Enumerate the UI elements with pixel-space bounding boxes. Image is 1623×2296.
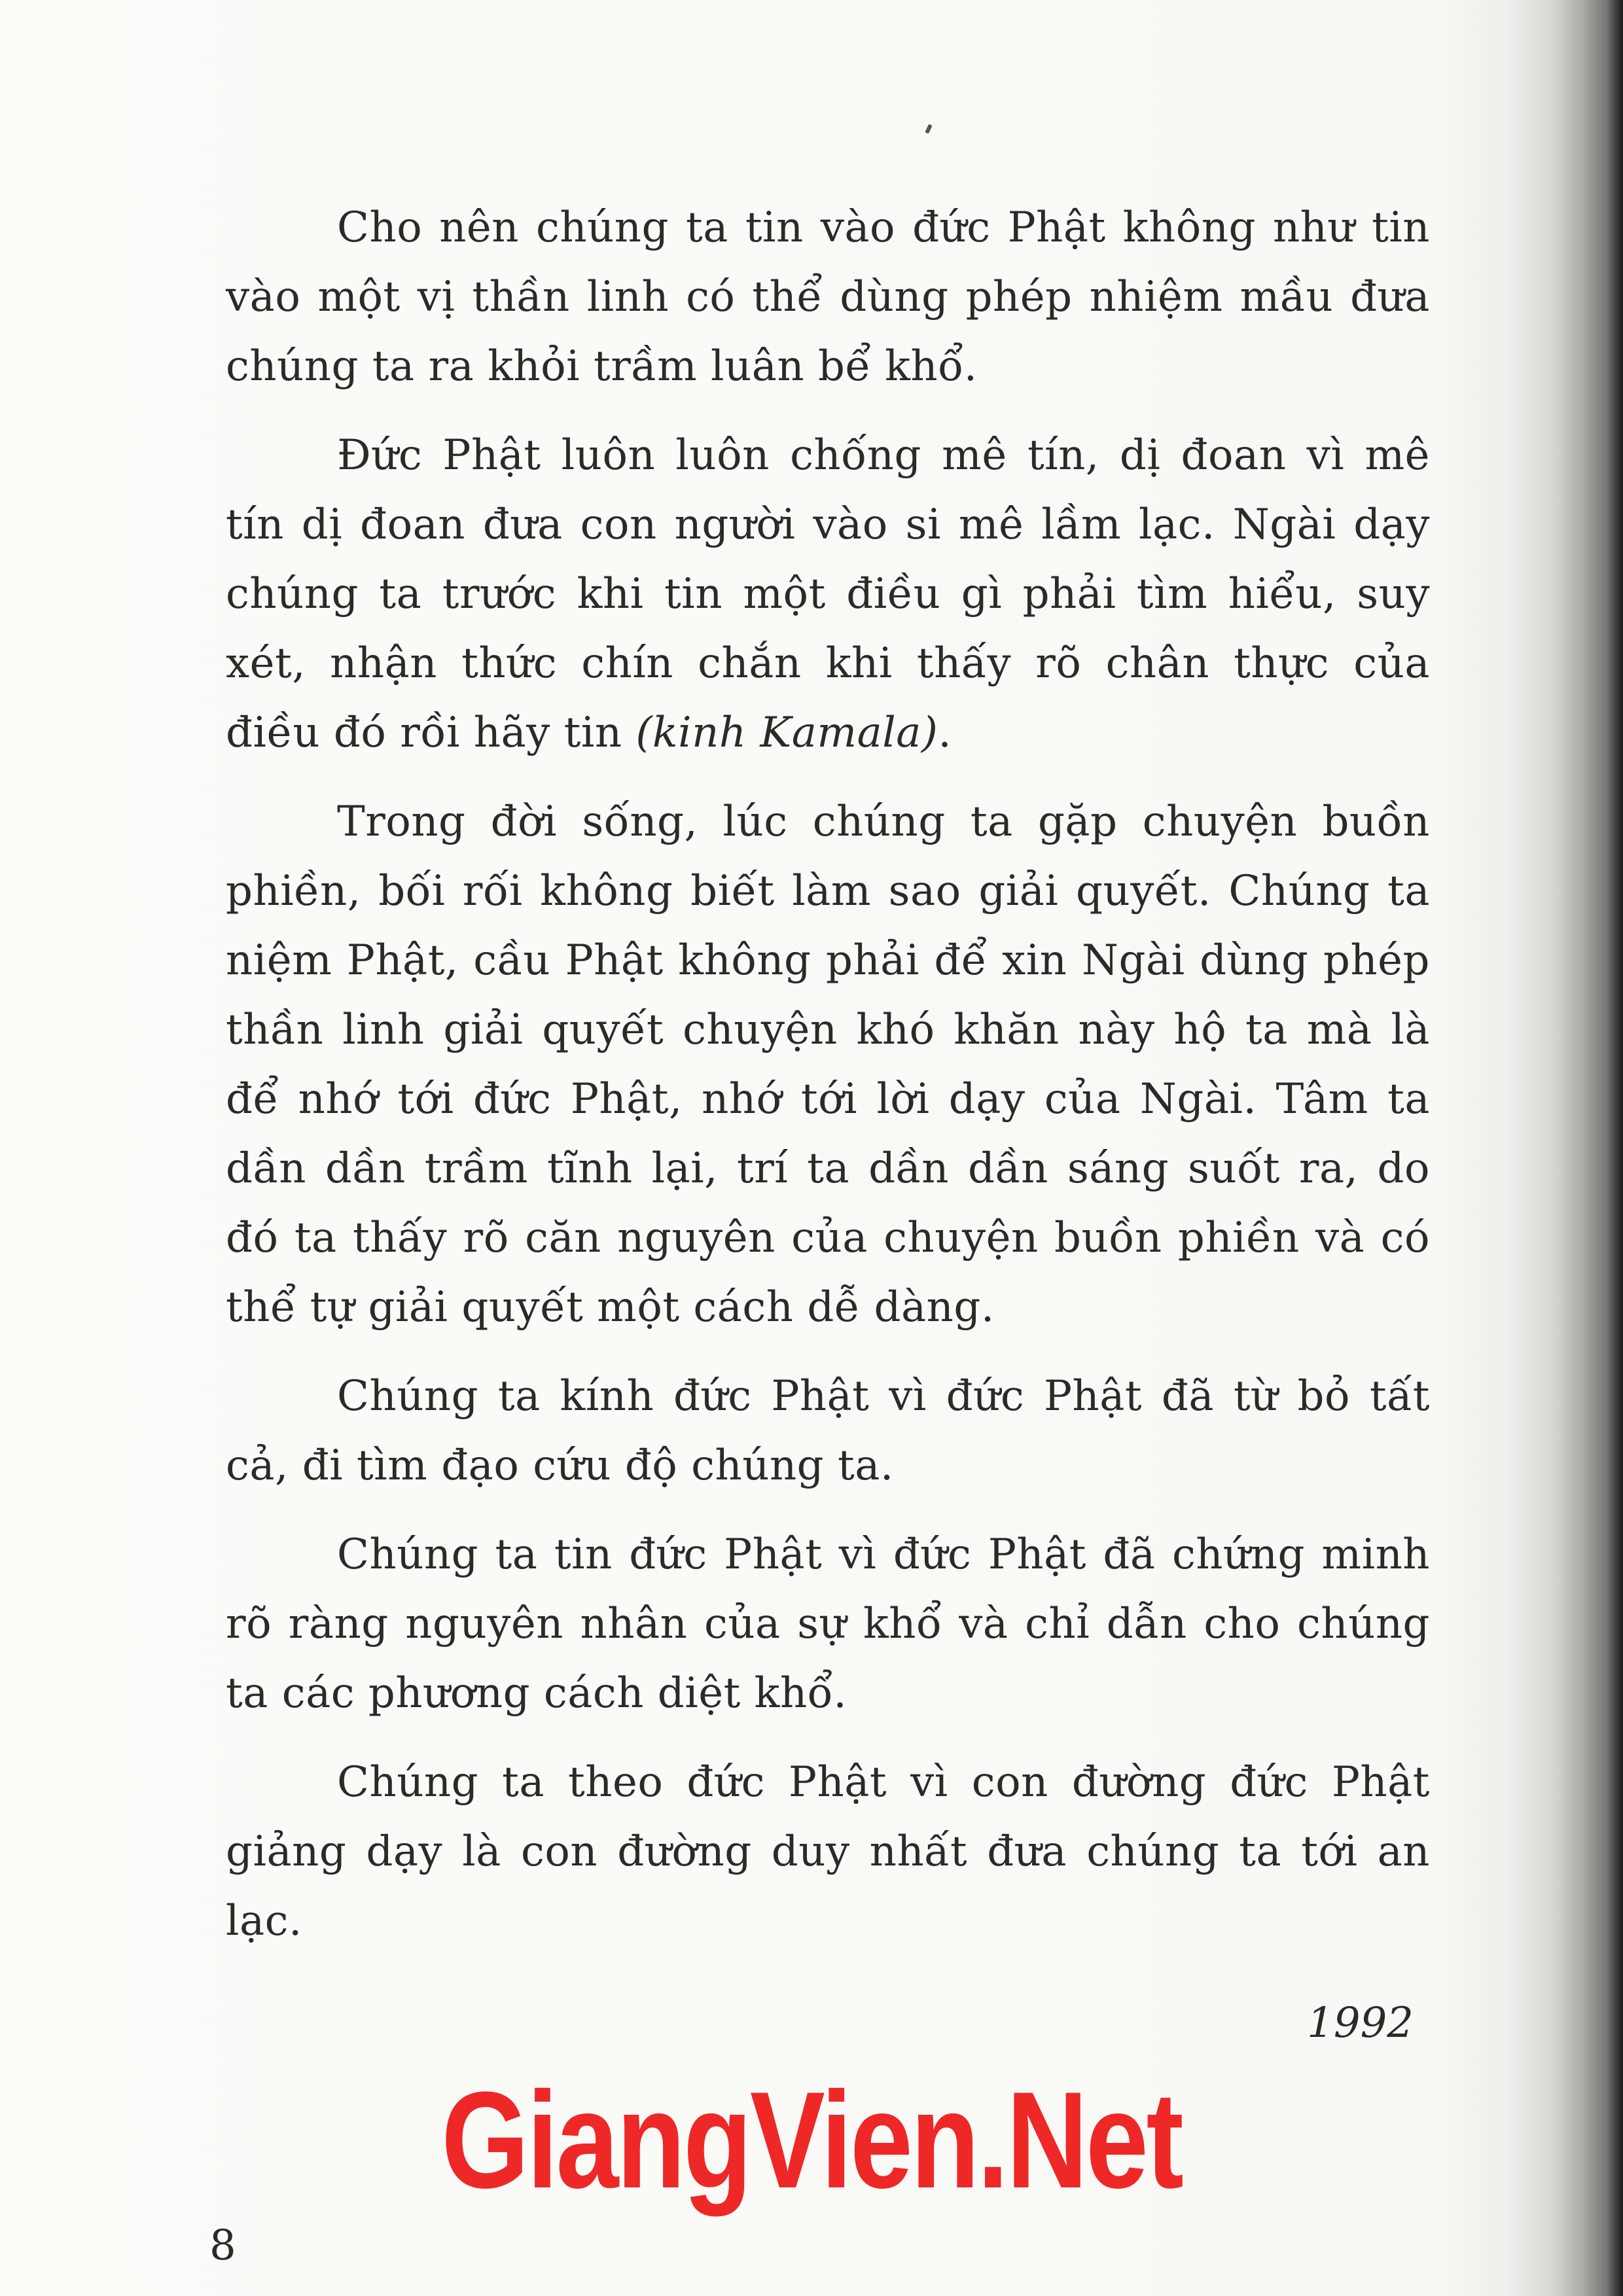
- page-number: 8: [209, 2221, 236, 2270]
- paragraph-text: Đức Phật luôn luôn chống mê tín, dị đoan vì mê tín dị đoan đưa con người vào si mê lầm lạc. Ngài dạy chúng ta trước khi tin một điều gì phải tìm hiểu, suy xét, nhận thức chín chắn khi thấy rõ chân thực của điều đó rồi hãy tin: [226, 431, 1430, 757]
- paragraph-end: .: [938, 709, 952, 757]
- paragraph: [226, 421, 1430, 768]
- paragraph: Trong đời sống, lúc chúng ta gặp chuyện buồn phiền, bối rối không biết làm sao giải quyết. Chúng ta niệm Phật, cầu Phật không phải để xin Ngài dùng phép thần linh giải quyết chuyện khó khăn này hộ ta mà là để nhớ tới đức Phật, nhớ tới lời dạy của Ngài. Tâm ta dần dần trầm tĩnh lại, trí ta dần dần sáng suốt ra, do đó ta thấy rõ căn nguyên của chuyện buồn phiền và có thể tự giải quyết một cách dễ dàng.: [226, 798, 1430, 1332]
- body-text: [226, 193, 1430, 1956]
- date-signature: 1992: [1307, 1999, 1414, 2047]
- paragraph: Cho nên chúng ta tin vào đức Phật không như tin vào một vị thần linh có thể dùng phép nhiệm mầu đưa chúng ta ra khỏi trầm luân bể khổ.: [226, 203, 1430, 391]
- paragraph: Chúng ta tin đức Phật vì đức Phật đã chứng minh rõ ràng nguyên nhân của sự khổ và chỉ dẫn cho chúng ta các phương cách diệt khổ.: [226, 1530, 1430, 1718]
- paragraph: Chúng ta kính đức Phật vì đức Phật đã từ bỏ tất cả, đi tìm đạo cứu độ chúng ta.: [226, 1372, 1430, 1490]
- spine-shadow: [1544, 0, 1623, 2296]
- citation: (kinh Kamala): [635, 709, 938, 757]
- paragraph: Chúng ta theo đức Phật vì con đường đức Phật giảng dạy là con đường duy nhất đưa chúng ta tới an lạc.: [226, 1758, 1430, 1945]
- watermark-text: GiangVien.Net: [441, 2063, 1182, 2217]
- ink-mark: [925, 124, 932, 133]
